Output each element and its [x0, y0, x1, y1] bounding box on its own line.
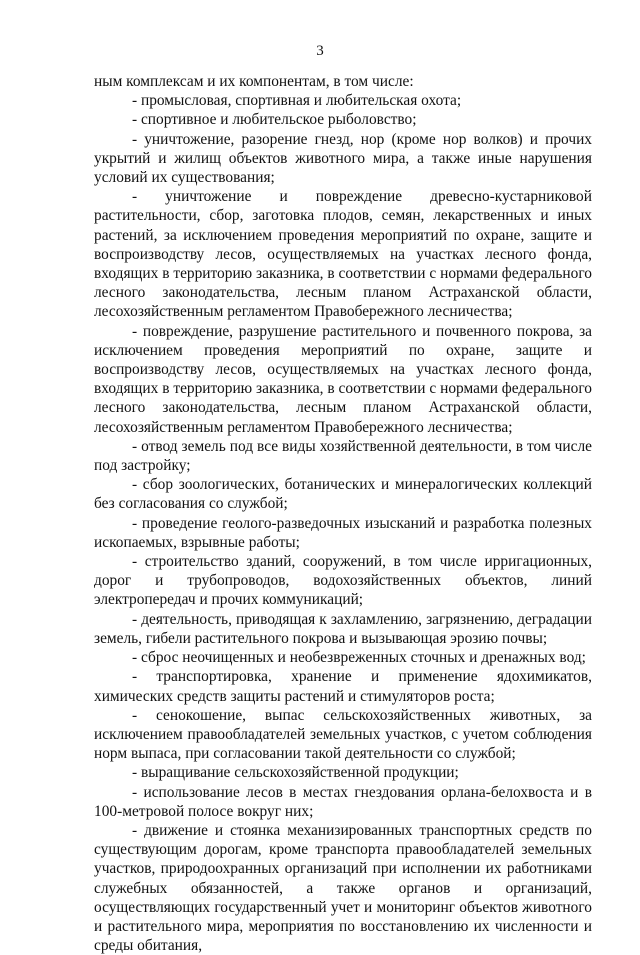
list-item: - использование лесов в местах гнездования орлана-белохвоста и в 100-метровой полосе вокруг них; [94, 783, 592, 820]
paragraph-continuation: ным комплексам и их компонентам, в том числе: [94, 73, 414, 90]
list-item: - повреждение, разрушение растительного и почвенного покрова, за исключением проведения мероприятий по охране, защите и воспроизводству лесов, осуществляемых на участках лесного фонда, входящих в территорию заказника, в соответствии с нормами федерального лесного законодательства, лесным планом Астраханской области, лесохозяйственным регламентом Правобережного лесничества; [94, 322, 592, 436]
list-item: - выращивание сельскохозяйственной продукции; [132, 764, 459, 782]
document-body [94, 72, 592, 955]
list-item: - уничтожение и повреждение древесно-кустарниковой растительности, сбор, заготовка плодов, семян, лекарственных и иных растений, за исключением проведения мероприятий по охране, защите и воспроизводству лесов, осуществляемых на участках лесного фонда, входящих в территорию заказника, в соответствии с нормами федерального лесного законодательства, лесным планом Астраханской области, лесохозяйственным регламентом Правобережного лесничества; [94, 188, 592, 321]
list-item: - отвод земель под все виды хозяйственной деятельности, в том числе под застройку; [94, 437, 592, 475]
list-item: - деятельность, приводящая к захламлению, загрязнению, деградации земель, гибели растительного покрова и вызывающая эрозию почвы; [94, 610, 592, 647]
list-item: - спортивное и любительское рыболовство; [132, 111, 417, 129]
list-item: - уничтожение, разорение гнезд, нор (кроме нор волков) и прочих укрытий и жилищ объектов животного мира, а также иные нарушения условий их существования; [94, 130, 592, 187]
list-item: - строительство зданий, сооружений, в том числе ирригационных, дорог и трубопроводов, водохозяйственных объектов, линий электропередач и прочих коммуникаций; [94, 553, 592, 609]
list-item: - сбор зоологических, ботанических и минералогических коллекций без согласования со службой; [94, 476, 592, 513]
page-number: 3 [316, 43, 324, 59]
list-item: - сброс неочищенных и необезвреженных сточных и дренажных вод; [132, 649, 586, 667]
list-item: - транспортировка, хранение и применение ядохимикатов, химических средств защиты растений и стимуляторов роста; [94, 668, 592, 705]
list-item: - сенокошение, выпас сельскохозяйственных животных, за исключением правообладателей земельных участков, с учетом соблюдения норм выпаса, при согласовании такой деятельности со службой; [94, 706, 592, 763]
list-item: - проведение геолого-разведочных изысканий и разработка полезных ископаемых, взрывные работы; [94, 514, 592, 551]
list-item: - движение и стоянка механизированных транспортных средств по существующим дорогам, кроме транспорта правообладателей земельных участков, природоохранных организаций при исполнении их работниками служебных обязанностей, а также органов и организаций, осуществляющих государственный учет и мониторинг объектов животного и растительного мира, мероприятия по восстановлению их численности и среды обитания, [94, 821, 592, 955]
list-item: - промысловая, спортивная и любительская охота; [132, 92, 462, 110]
